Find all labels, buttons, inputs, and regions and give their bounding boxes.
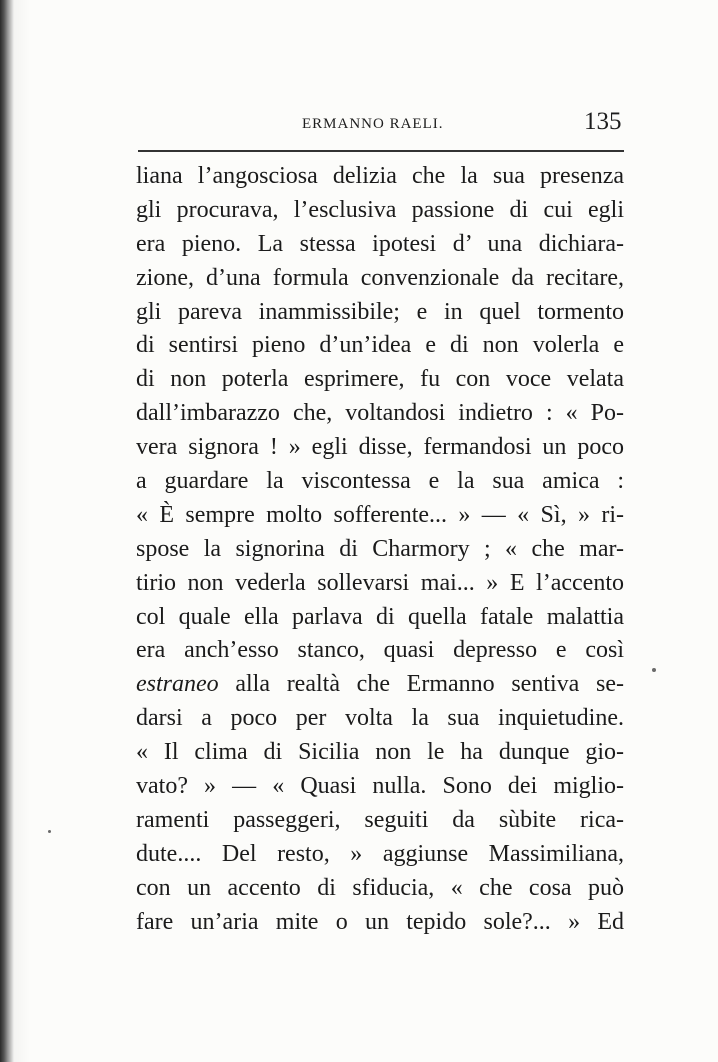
text-line: tirio non vederla sollevarsi mai... » E l’accento [136,569,624,596]
text-line: di sentirsi pieno d’un’idea e di non volerla e [136,332,624,359]
text-line: zione, d’una formula convenzionale da recitare, [136,264,624,291]
text-line: a guardare la viscontessa e la sua amica : [136,468,624,495]
text-line: col quale ella parlava di quella fatale malattia [136,603,624,630]
italic-word: estraneo [136,671,219,698]
paper-speck [652,668,656,672]
binding-edge [0,0,14,1062]
text-line: con un accento di sfiducia, « che cosa può [136,874,624,901]
text-line: liana l’angosciosa delizia che la sua presenza [136,163,624,189]
text-line: darsi a poco per volta la sua inquietudine. [136,705,624,732]
text-line-italic-start [136,668,624,702]
text-line: fare un’aria mite o un tepido sole?... » Ed [136,908,624,935]
body-text [136,160,624,939]
text-line: dall’imbarazzo che, voltandosi indietro : « Po- [136,400,624,427]
page-number: 135 [584,108,622,135]
text-line: « È sempre molto sofferente... » — « Sì, » ri- [136,501,624,528]
paper-speck [48,830,51,833]
text-line: vato? » — « Quasi nulla. Sono dei miglio- [136,773,624,800]
text-line: vera signora ! » egli disse, fermandosi un poco [136,434,624,461]
text-line: era pieno. La stessa ipotesi d’ una dichiara- [136,230,624,257]
header-rule [138,150,624,152]
text-line: ramenti passeggeri, seguiti da sùbite rica- [136,806,624,833]
text-line: gli procurava, l’esclusiva passione di cui egli [136,196,624,223]
text-line: dute.... Del resto, » aggiunse Massimiliana, [136,840,624,867]
text-line: era anch’esso stanco, quasi depresso e così [136,637,624,664]
text-line: « Il clima di Sicilia non le ha dunque gio- [136,739,624,766]
text-line: di non poterla esprimere, fu con voce velata [136,366,624,393]
text-line: spose la signorina di Charmory ; « che mar- [136,535,624,562]
text-line-rest: alla realtà che Ermanno sentiva se- [218,671,624,698]
running-head: ERMANNO RAELI. [302,116,444,132]
text-line: gli pareva inammissibile; e in quel tormento [136,298,624,325]
